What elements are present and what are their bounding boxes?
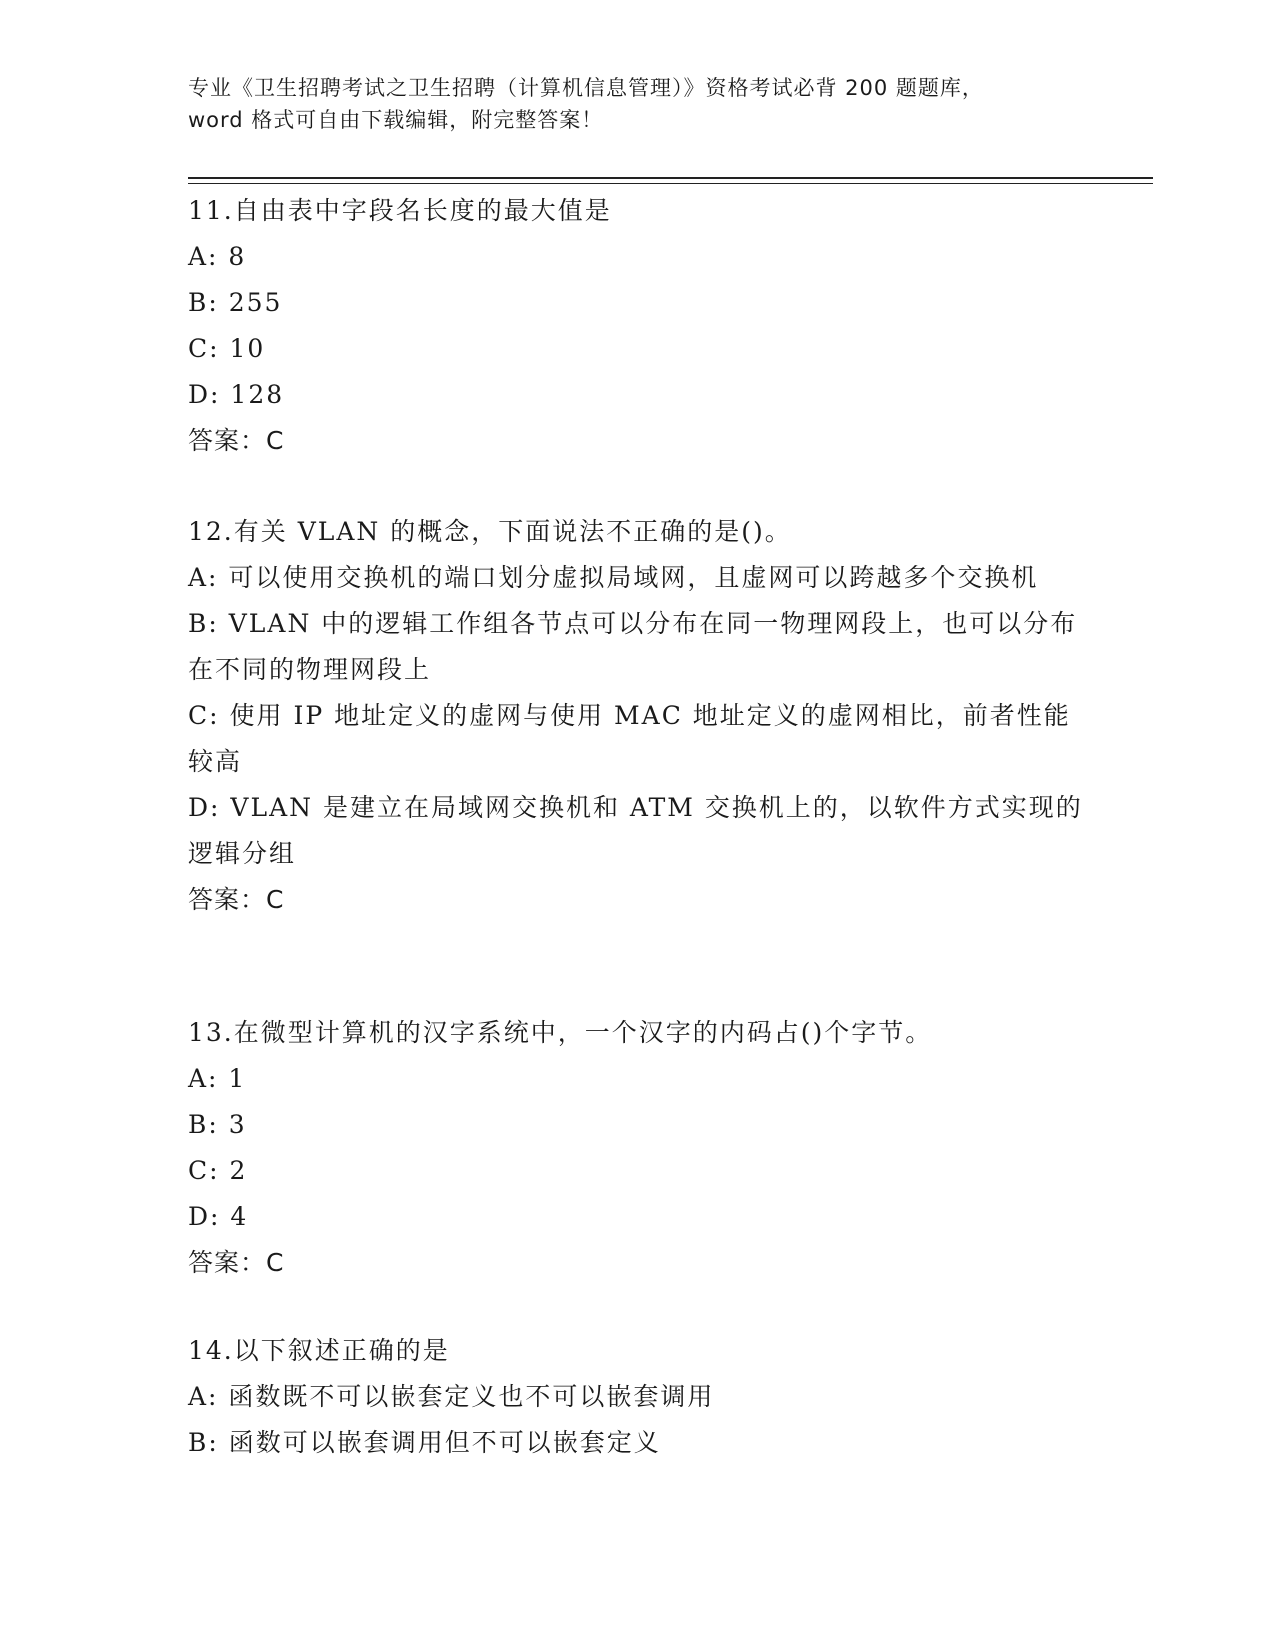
option-c: C: 使用 IP 地址定义的虚网与使用 MAC 地址定义的虚网相比，前者性能较高 [188, 701, 1071, 776]
question-stem: 13.在微型计算机的汉字系统中，一个汉字的内码占()个字节。 [188, 1018, 933, 1047]
option-b: B: 255 [188, 288, 283, 317]
header-divider-thin [188, 183, 1153, 184]
option-c: C: 2 [188, 1156, 248, 1185]
option-a: A: 8 [188, 242, 247, 271]
question-stem: 12.有关 VLAN 的概念，下面说法不正确的是()。 [188, 517, 792, 546]
option-b: B: 3 [188, 1110, 247, 1139]
option-b: B: 函数可以嵌套调用但不可以嵌套定义 [188, 1428, 661, 1457]
question-stem: 11.自由表中字段名长度的最大值是 [188, 196, 612, 225]
header-divider-thick [188, 177, 1153, 179]
header-line-2: word 格式可自由下载编辑，附完整答案！ [188, 108, 604, 132]
document-header [188, 72, 1088, 136]
option-d: D: 128 [188, 380, 285, 409]
question-12 [188, 509, 1088, 923]
option-b: B: VLAN 中的逻辑工作组各节点可以分布在同一物理网段上，也可以分布在不同的物理网段上 [188, 609, 1078, 684]
question-14 [188, 1328, 1088, 1466]
option-a: A: 可以使用交换机的端口划分虚拟局域网，且虚网可以跨越多个交换机 [188, 563, 1039, 592]
question-11 [188, 188, 1088, 464]
answer: 答案：C [188, 885, 285, 914]
answer: 答案：C [188, 1248, 285, 1277]
header-line-1: 专业《卫生招聘考试之卫生招聘（计算机信息管理）》资格考试必背 200 题题库， [188, 76, 984, 100]
option-d: D: 4 [188, 1202, 249, 1231]
answer: 答案：C [188, 426, 285, 455]
option-a: A: 1 [188, 1064, 247, 1093]
question-13 [188, 1010, 1088, 1286]
question-stem: 14.以下叙述正确的是 [188, 1336, 450, 1365]
option-c: C: 10 [188, 334, 266, 363]
option-a: A: 函数既不可以嵌套定义也不可以嵌套调用 [188, 1382, 715, 1411]
option-d: D: VLAN 是建立在局域网交换机和 ATM 交换机上的，以软件方式实现的逻辑分组 [188, 793, 1083, 868]
